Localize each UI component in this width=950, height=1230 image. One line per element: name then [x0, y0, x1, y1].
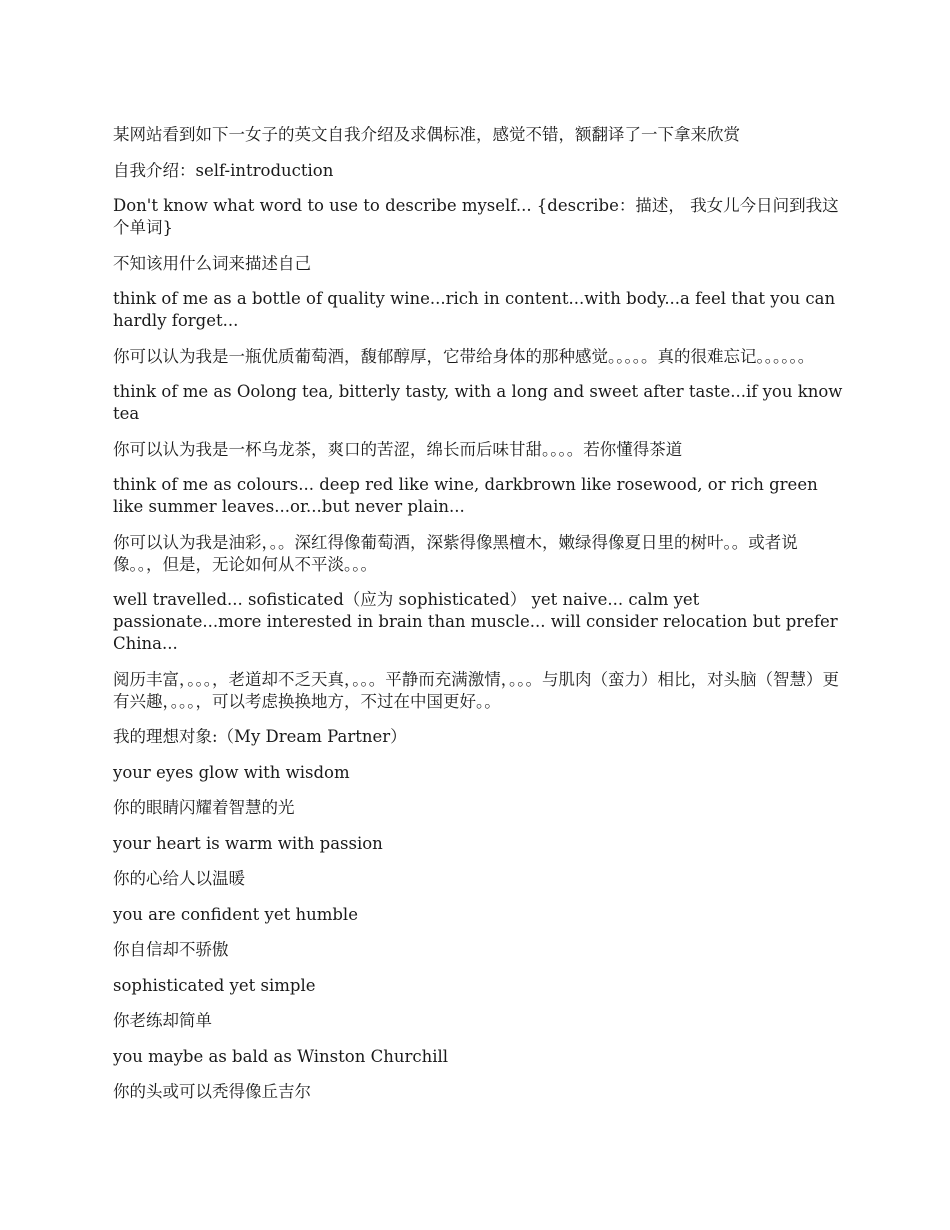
- paragraph-en: you are confident yet humble: [113, 904, 358, 924]
- paragraph-zh: 你的眼睛闪耀着智慧的光: [113, 798, 295, 817]
- paragraph-en: think of me as colours... deep red like wine, darkbrown like rosewood, or rich green like summer leaves...or...but never plain...: [113, 475, 818, 516]
- paragraph-self-introduction-heading: 自我介绍：self-introduction: [113, 160, 334, 180]
- paragraph-zh: 你可以认为我是一杯乌龙茶，爽口的苦涩，绵长而后味甘甜。。。。若你懂得茶道: [113, 439, 683, 459]
- paragraph-zh: 阅历丰富，。。。，老道却不乏天真，。。。平静而充满激情，。。。与肌肉（蛮力）相比，对头脑（智慧）更有兴趣，。。。，可以考虑换换地方，不过在中国更好。。: [113, 669, 839, 711]
- paragraph-en: your heart is warm with passion: [113, 833, 383, 853]
- document-page: [113, 124, 843, 1117]
- paragraph-en: Don't know what word to use to describe myself... {describe：描述， 我女儿今日问到我这个单词}: [113, 196, 839, 237]
- paragraph-en: think of me as a bottle of quality wine...rich in content...with body...a feel that you can hardly forget...: [113, 289, 836, 330]
- paragraph-en: you maybe as bald as Winston Churchill: [113, 1046, 449, 1066]
- paragraph-zh: 你的头或可以秃得像丘吉尔: [113, 1082, 311, 1101]
- paragraph-en: sophisticated yet simple: [113, 975, 316, 995]
- paragraph-en: your eyes glow with wisdom: [113, 762, 350, 782]
- paragraph-zh: 你老练却简单: [113, 1011, 212, 1030]
- paragraph-intro: 某网站看到如下一女子的英文自我介绍及求偶标准，感觉不错，额翻译了一下拿来欣赏: [113, 125, 740, 144]
- paragraph-en: think of me as Oolong tea, bitterly tasty, with a long and sweet after taste...if you know tea: [113, 382, 843, 423]
- paragraph-zh: 你的心给人以温暖: [113, 869, 245, 888]
- paragraph-dream-partner-heading: 我的理想对象:（My Dream Partner）: [113, 727, 407, 746]
- paragraph-zh: 你自信却不骄傲: [113, 940, 229, 959]
- paragraph-en: well travelled... sofisticated（应为 sophisticated） yet naive... calm yet passionate...more interested in brain than muscle... will consider relocation but prefer China...: [113, 590, 838, 653]
- paragraph-zh: 你可以认为我是油彩，。。深红得像葡萄酒，深紫得像黑檀木，嫩绿得像夏日里的树叶。。或者说像。。，但是，无论如何从不平淡。。。: [113, 532, 798, 574]
- paragraph-zh: 不知该用什么词来描述自己: [113, 253, 311, 273]
- paragraph-zh: 你可以认为我是一瓶优质葡萄酒，馥郁醇厚，它带给身体的那种感觉。。。。。真的很难忘记。。。。。。: [113, 346, 815, 366]
